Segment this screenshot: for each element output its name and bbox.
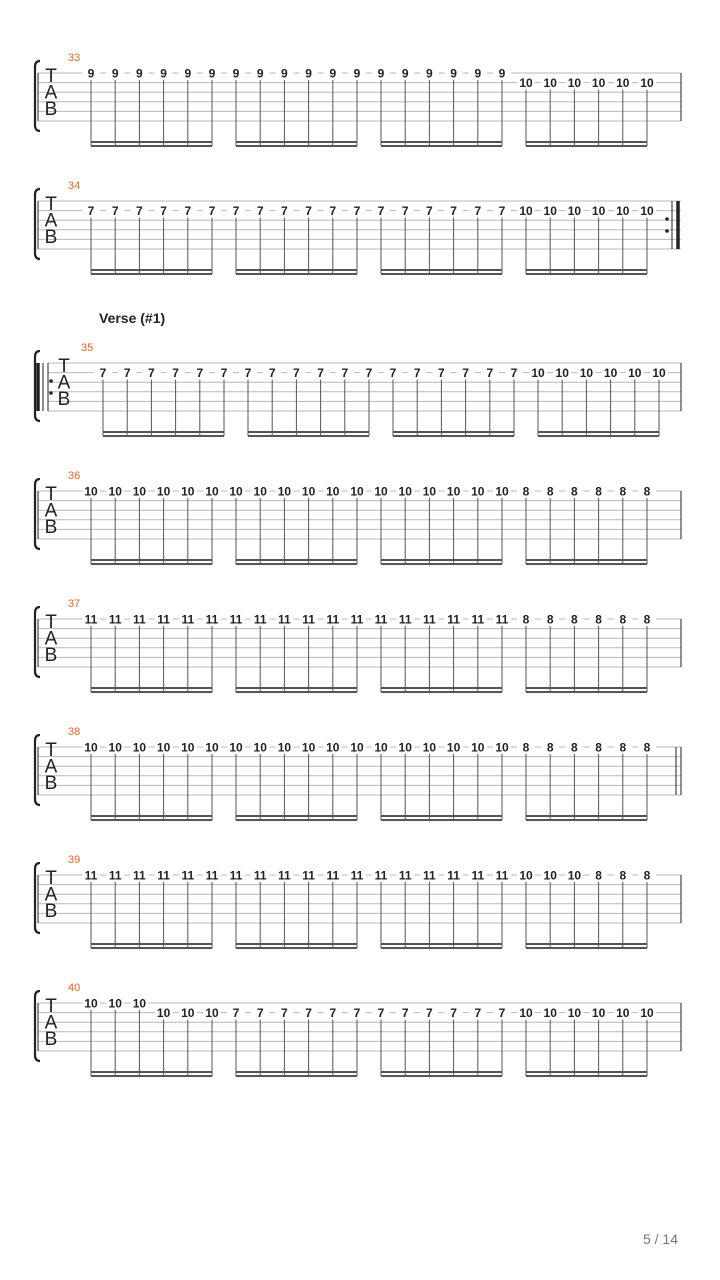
fret-number: 9 bbox=[377, 66, 385, 81]
fret-number: 10 bbox=[326, 484, 340, 499]
fret-number: 8 bbox=[571, 484, 578, 499]
fret-number: 8 bbox=[643, 740, 651, 755]
beam-group bbox=[82, 612, 221, 692]
fret-number: 7 bbox=[172, 365, 179, 380]
fret-number: 7 bbox=[426, 203, 433, 218]
fret-number: 7 bbox=[498, 1005, 506, 1020]
fret-number: 11 bbox=[374, 868, 388, 883]
tab-clef-letter: B bbox=[44, 645, 58, 666]
fret-number: 7 bbox=[462, 365, 469, 380]
fret-number: 10 bbox=[277, 740, 292, 755]
fret-number: 10 bbox=[350, 740, 364, 755]
tab-clef-letter: B bbox=[44, 1029, 58, 1050]
fret-number: 11 bbox=[326, 612, 340, 627]
fret-number: 10 bbox=[652, 365, 666, 380]
fret-number: 11 bbox=[326, 868, 340, 883]
fret-number: 7 bbox=[232, 203, 240, 218]
fret-number: 10 bbox=[567, 1005, 582, 1020]
fret-number: 9 bbox=[256, 66, 264, 81]
fret-number: 11 bbox=[471, 612, 485, 627]
beam-group bbox=[517, 740, 656, 820]
measure-number: 35 bbox=[81, 342, 94, 354]
tab-clef-letter: A bbox=[44, 628, 58, 650]
fret-number: 11 bbox=[253, 868, 267, 883]
fret-number: 9 bbox=[184, 66, 192, 81]
fret-number: 10 bbox=[253, 740, 267, 755]
tab-clef-letter: A bbox=[44, 756, 58, 778]
fret-number: 7 bbox=[377, 203, 385, 218]
fret-number: 7 bbox=[281, 203, 288, 218]
beam-group bbox=[82, 66, 221, 146]
fret-number: 7 bbox=[498, 203, 506, 218]
fret-number: 7 bbox=[148, 365, 155, 380]
fret-number: 10 bbox=[398, 484, 412, 499]
measure-number: 33 bbox=[68, 52, 81, 64]
page-number: 5 / 14 bbox=[642, 1231, 678, 1247]
fret-number: 11 bbox=[84, 868, 98, 883]
fret-number: 8 bbox=[546, 612, 554, 627]
measure-number: 34 bbox=[68, 180, 81, 192]
fret-number: 7 bbox=[305, 1005, 312, 1020]
fret-number: 10 bbox=[84, 740, 98, 755]
fret-number: 9 bbox=[353, 66, 361, 81]
beam-group bbox=[82, 740, 221, 820]
fret-number: 10 bbox=[616, 203, 630, 218]
staff-system bbox=[35, 726, 681, 820]
staff-system bbox=[35, 180, 681, 274]
fret-number: 7 bbox=[474, 1005, 482, 1020]
fret-number: 10 bbox=[543, 1005, 557, 1020]
fret-number: 10 bbox=[579, 365, 594, 380]
fret-number: 7 bbox=[220, 365, 228, 380]
fret-number: 10 bbox=[616, 1005, 630, 1020]
fret-number: 7 bbox=[305, 203, 312, 218]
fret-number: 10 bbox=[277, 484, 292, 499]
fret-number: 10 bbox=[181, 1005, 195, 1020]
fret-number: 11 bbox=[108, 868, 122, 883]
fret-number: 7 bbox=[377, 1005, 385, 1020]
fret-number: 10 bbox=[301, 740, 316, 755]
fret-number: 9 bbox=[208, 66, 216, 81]
fret-number: 11 bbox=[471, 868, 485, 883]
fret-number: 7 bbox=[438, 365, 445, 380]
fret-number: 11 bbox=[229, 868, 243, 883]
fret-number: 10 bbox=[471, 740, 485, 755]
fret-number: 10 bbox=[84, 996, 98, 1011]
fret-number: 10 bbox=[446, 484, 461, 499]
fret-number: 11 bbox=[495, 868, 509, 883]
beam-group bbox=[372, 484, 511, 564]
fret-number: 7 bbox=[87, 203, 95, 218]
fret-number: 11 bbox=[133, 868, 146, 883]
fret-number: 8 bbox=[546, 740, 554, 755]
fret-number: 7 bbox=[123, 365, 131, 380]
repeat-dot bbox=[49, 379, 53, 383]
tab-clef-letter: B bbox=[44, 99, 58, 120]
tab-clef-letter: T bbox=[45, 194, 57, 215]
fret-number: 7 bbox=[353, 203, 361, 218]
fret-number: 10 bbox=[398, 740, 412, 755]
fret-number: 11 bbox=[302, 868, 315, 883]
fret-number: 10 bbox=[205, 1005, 219, 1020]
fret-number: 10 bbox=[326, 740, 340, 755]
tab-clef-letter: T bbox=[58, 356, 70, 377]
fret-number: 10 bbox=[132, 484, 147, 499]
fret-number: 10 bbox=[132, 996, 147, 1011]
repeat-dot bbox=[665, 217, 669, 221]
staff-system bbox=[35, 470, 681, 564]
tab-clef-letter: T bbox=[45, 868, 57, 889]
fret-number: 10 bbox=[531, 365, 545, 380]
fret-number: 10 bbox=[156, 1005, 171, 1020]
fret-number: 10 bbox=[108, 740, 122, 755]
fret-number: 10 bbox=[567, 75, 582, 90]
fret-number: 11 bbox=[374, 612, 388, 627]
fret-number: 11 bbox=[157, 612, 170, 627]
fret-number: 7 bbox=[401, 1005, 409, 1020]
fret-number: 11 bbox=[229, 612, 243, 627]
fret-number: 10 bbox=[591, 203, 606, 218]
staff-system bbox=[35, 598, 681, 692]
fret-number: 7 bbox=[341, 365, 349, 380]
fret-number: 9 bbox=[281, 66, 288, 81]
fret-number: 7 bbox=[281, 1005, 288, 1020]
fret-number: 8 bbox=[619, 612, 627, 627]
measure-number: 36 bbox=[68, 470, 81, 482]
fret-number: 7 bbox=[244, 365, 252, 380]
beam-group bbox=[227, 868, 366, 948]
beam-group bbox=[82, 996, 221, 1076]
fret-number: 10 bbox=[471, 484, 485, 499]
beam-group bbox=[227, 66, 366, 146]
fret-number: 8 bbox=[619, 740, 627, 755]
tab-clef-letter: T bbox=[45, 740, 57, 761]
tab-clef-letter: T bbox=[45, 612, 57, 633]
fret-number: 7 bbox=[413, 365, 421, 380]
fret-number: 10 bbox=[603, 365, 618, 380]
fret-number: 11 bbox=[253, 612, 267, 627]
beam-group bbox=[82, 868, 221, 948]
fret-number: 10 bbox=[374, 484, 388, 499]
fret-number: 9 bbox=[305, 66, 312, 81]
fret-number: 11 bbox=[350, 612, 364, 627]
fret-number: 10 bbox=[446, 740, 461, 755]
beam-group bbox=[372, 612, 511, 692]
fret-number: 10 bbox=[108, 996, 122, 1011]
fret-number: 9 bbox=[136, 66, 143, 81]
fret-number: 8 bbox=[522, 484, 530, 499]
fret-number: 10 bbox=[495, 740, 509, 755]
fret-number: 10 bbox=[108, 484, 122, 499]
fret-number: 10 bbox=[181, 740, 195, 755]
fret-number: 7 bbox=[99, 365, 107, 380]
tab-clef-letter: B bbox=[44, 773, 58, 794]
staff-system bbox=[35, 982, 681, 1076]
fret-number: 11 bbox=[302, 612, 315, 627]
fret-number: 9 bbox=[111, 66, 119, 81]
tab-clef-letter: A bbox=[57, 372, 71, 394]
beam-group bbox=[372, 66, 511, 146]
fret-number: 8 bbox=[643, 612, 651, 627]
fret-number: 11 bbox=[447, 612, 460, 627]
fret-number: 9 bbox=[160, 66, 167, 81]
fret-number: 11 bbox=[205, 612, 219, 627]
fret-number: 7 bbox=[474, 203, 482, 218]
fret-number: 11 bbox=[157, 868, 170, 883]
beam-group bbox=[517, 612, 656, 692]
fret-number: 8 bbox=[643, 868, 651, 883]
tab-clef-letter: A bbox=[44, 82, 58, 104]
fret-number: 10 bbox=[519, 203, 533, 218]
measure-number: 37 bbox=[68, 598, 81, 610]
fret-number: 11 bbox=[133, 612, 146, 627]
fret-number: 8 bbox=[571, 740, 578, 755]
fret-number: 10 bbox=[422, 484, 437, 499]
fret-number: 8 bbox=[619, 484, 627, 499]
fret-number: 11 bbox=[181, 868, 195, 883]
fret-number: 7 bbox=[329, 1005, 337, 1020]
tab-clef-letter: T bbox=[45, 484, 57, 505]
fret-number: 10 bbox=[422, 740, 437, 755]
fret-number: 8 bbox=[595, 484, 602, 499]
fret-number: 10 bbox=[374, 740, 388, 755]
fret-number: 10 bbox=[350, 484, 364, 499]
staff-system bbox=[35, 310, 681, 436]
beam-group bbox=[372, 868, 511, 948]
beam-group bbox=[517, 868, 656, 948]
fret-number: 11 bbox=[447, 868, 460, 883]
staff-system bbox=[35, 854, 681, 948]
fret-number: 7 bbox=[208, 203, 216, 218]
fret-number: 7 bbox=[353, 1005, 361, 1020]
fret-number: 10 bbox=[156, 484, 171, 499]
fret-number: 7 bbox=[184, 203, 192, 218]
fret-number: 10 bbox=[543, 868, 557, 883]
tab-clef-letter: B bbox=[44, 227, 58, 248]
fret-number: 7 bbox=[389, 365, 397, 380]
fret-number: 10 bbox=[567, 868, 582, 883]
fret-number: 7 bbox=[450, 1005, 457, 1020]
fret-number: 9 bbox=[450, 66, 457, 81]
fret-number: 10 bbox=[205, 484, 219, 499]
fret-number: 10 bbox=[181, 484, 195, 499]
fret-number: 10 bbox=[253, 484, 267, 499]
fret-number: 11 bbox=[398, 612, 412, 627]
fret-number: 11 bbox=[350, 868, 364, 883]
beam-group bbox=[227, 740, 366, 820]
fret-number: 10 bbox=[495, 484, 509, 499]
fret-number: 7 bbox=[111, 203, 119, 218]
tab-clef-letter: A bbox=[44, 1012, 58, 1034]
fret-number: 7 bbox=[329, 203, 337, 218]
fret-number: 7 bbox=[256, 203, 264, 218]
fret-number: 10 bbox=[640, 75, 654, 90]
fret-number: 7 bbox=[426, 1005, 433, 1020]
fret-number: 11 bbox=[84, 612, 98, 627]
measure-number: 38 bbox=[68, 726, 81, 738]
fret-number: 9 bbox=[426, 66, 433, 81]
repeat-dot bbox=[49, 391, 53, 395]
fret-number: 9 bbox=[232, 66, 240, 81]
fret-number: 11 bbox=[423, 868, 436, 883]
fret-number: 10 bbox=[555, 365, 569, 380]
repeat-dot bbox=[665, 229, 669, 233]
fret-number: 11 bbox=[181, 612, 195, 627]
fret-number: 7 bbox=[160, 203, 167, 218]
tab-clef-letter: B bbox=[57, 389, 71, 410]
fret-number: 10 bbox=[519, 868, 533, 883]
fret-number: 10 bbox=[519, 75, 533, 90]
fret-number: 7 bbox=[317, 365, 324, 380]
fret-number: 8 bbox=[571, 612, 578, 627]
tab-clef-letter: A bbox=[44, 210, 58, 232]
fret-number: 10 bbox=[229, 740, 243, 755]
section-marker: Verse (#1) bbox=[99, 310, 166, 326]
fret-number: 10 bbox=[616, 75, 630, 90]
tab-clef-letter: B bbox=[44, 517, 58, 538]
fret-number: 7 bbox=[232, 1005, 240, 1020]
tab-clef-letter: A bbox=[44, 500, 58, 522]
fret-number: 10 bbox=[205, 740, 219, 755]
fret-number: 10 bbox=[543, 75, 557, 90]
fret-number: 8 bbox=[595, 612, 602, 627]
fret-number: 7 bbox=[486, 365, 494, 380]
measure-number: 40 bbox=[68, 982, 81, 994]
beam-group bbox=[82, 484, 221, 564]
fret-number: 9 bbox=[87, 66, 95, 81]
fret-number: 8 bbox=[619, 868, 627, 883]
tab-clef-letter: B bbox=[44, 901, 58, 922]
fret-number: 11 bbox=[423, 612, 436, 627]
tab-clef-letter: T bbox=[45, 996, 57, 1017]
fret-number: 8 bbox=[522, 740, 530, 755]
fret-number: 8 bbox=[522, 612, 530, 627]
tab-clef-letter: T bbox=[45, 66, 57, 87]
fret-number: 11 bbox=[205, 868, 219, 883]
fret-number: 7 bbox=[136, 203, 143, 218]
fret-number: 11 bbox=[278, 868, 291, 883]
beam-group bbox=[517, 484, 656, 564]
fret-number: 9 bbox=[498, 66, 506, 81]
fret-number: 10 bbox=[591, 1005, 606, 1020]
beam-group bbox=[227, 612, 366, 692]
fret-number: 10 bbox=[628, 365, 642, 380]
fret-number: 10 bbox=[132, 740, 147, 755]
measure-number: 39 bbox=[68, 854, 81, 866]
fret-number: 7 bbox=[450, 203, 457, 218]
fret-number: 10 bbox=[567, 203, 582, 218]
fret-number: 7 bbox=[401, 203, 409, 218]
fret-number: 7 bbox=[365, 365, 373, 380]
fret-number: 9 bbox=[329, 66, 337, 81]
fret-number: 10 bbox=[591, 75, 606, 90]
fret-number: 7 bbox=[196, 365, 204, 380]
fret-number: 10 bbox=[640, 1005, 654, 1020]
fret-number: 11 bbox=[398, 868, 412, 883]
fret-number: 10 bbox=[640, 203, 654, 218]
fret-number: 10 bbox=[229, 484, 243, 499]
fret-number: 10 bbox=[301, 484, 316, 499]
fret-number: 7 bbox=[268, 365, 276, 380]
beam-group bbox=[227, 484, 366, 564]
fret-number: 10 bbox=[84, 484, 98, 499]
fret-number: 11 bbox=[495, 612, 509, 627]
fret-number: 7 bbox=[256, 1005, 264, 1020]
fret-number: 7 bbox=[293, 365, 300, 380]
tab-clef-letter: A bbox=[44, 884, 58, 906]
beam-group bbox=[372, 740, 511, 820]
fret-number: 9 bbox=[474, 66, 482, 81]
fret-number: 10 bbox=[519, 1005, 533, 1020]
fret-number: 8 bbox=[643, 484, 651, 499]
fret-number: 9 bbox=[401, 66, 409, 81]
fret-number: 11 bbox=[108, 612, 122, 627]
fret-number: 10 bbox=[543, 203, 557, 218]
fret-number: 10 bbox=[156, 740, 171, 755]
fret-number: 8 bbox=[546, 484, 554, 499]
fret-number: 8 bbox=[595, 868, 602, 883]
staff-system bbox=[35, 52, 681, 146]
fret-number: 11 bbox=[278, 612, 291, 627]
fret-number: 7 bbox=[510, 365, 518, 380]
fret-number: 8 bbox=[595, 740, 602, 755]
